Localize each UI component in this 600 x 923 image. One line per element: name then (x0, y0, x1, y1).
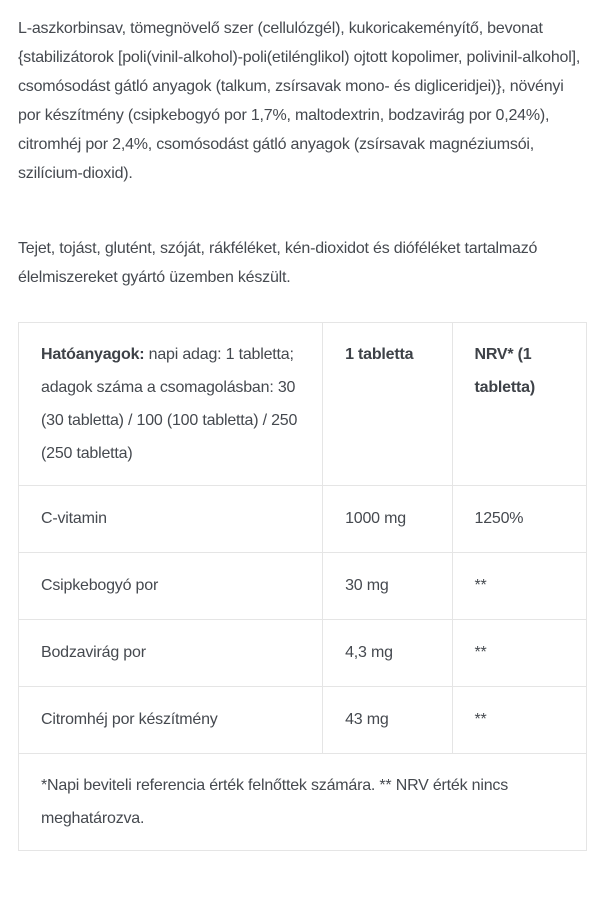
nutrition-table (18, 322, 587, 851)
header-cell-per-tablet: 1 tabletta (323, 323, 452, 486)
nrv-footnote: *Napi beviteli referencia érték felnőttek számára. ** NRV érték nincs meghatározva. (19, 754, 587, 851)
ingredients-paragraph: L-aszkorbinsav, tömegnövelő szer (cellulózgél), kukoricakeményítő, bevonat {stabilizátorok [poli(vinil-alkohol)-poli(etilénglikol) ojtott kopolimer, polivinil-alkohol], csomósodást gátló anyagok (talkum, zsírsavak mono- és digliceridjei)}, növényi por készítmény (csipkebogyó por 1,7%, maltodextrin, bodzavirág por 0,24%), citromhéj por 2,4%, csomósodást gátló anyagok (zsírsavak magnéziumsói, szilícium-dioxid). (18, 20, 581, 182)
ingredient-name: Bodzavirág por (19, 620, 323, 687)
ingredient-nrv: 1250% (452, 486, 586, 553)
table-row-rosehip (19, 553, 587, 620)
table-row-lemon-peel (19, 687, 587, 754)
table-row-elderflower (19, 620, 587, 687)
ingredient-nrv: ** (452, 620, 586, 687)
ingredient-name: Csipkebogyó por (19, 553, 323, 620)
ingredient-nrv: ** (452, 687, 586, 754)
table-footnote-row (19, 754, 587, 851)
ingredient-amount: 30 mg (323, 553, 452, 620)
ingredient-name: Citromhéj por készítmény (19, 687, 323, 754)
ingredient-amount: 43 mg (323, 687, 452, 754)
header-cell-active-ingredients (19, 323, 323, 486)
allergen-paragraph: Tejet, tojást, glutént, szóját, rákféléket, kén-dioxidot és dióféléket tartalmazó élelmiszereket gyártó üzemben készült. (18, 240, 538, 286)
table-row-c-vitamin (19, 486, 587, 553)
ingredient-nrv: ** (452, 553, 586, 620)
ingredient-name: C-vitamin (19, 486, 323, 553)
header-cell-nrv: NRV* (1 tabletta) (452, 323, 586, 486)
nutrition-table-header-row (19, 323, 587, 486)
dosage-info-text: napi adag: 1 tabletta; adagok száma a csomagolásban: 30 (30 tabletta) / 100 (100 tabletta) / 250 (250 tabletta) (41, 346, 298, 462)
ingredient-amount: 1000 mg (323, 486, 452, 553)
ingredient-amount: 4,3 mg (323, 620, 452, 687)
active-ingredients-label: Hatóanyagok: (41, 346, 145, 363)
